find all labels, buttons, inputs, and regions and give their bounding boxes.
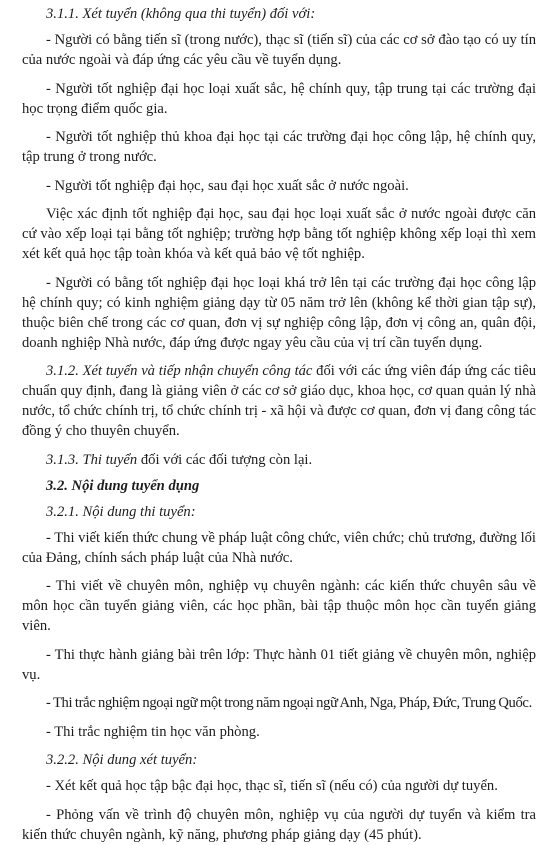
paragraph-phd-masters: - Người có bằng tiến sĩ (trong nước), thạc sĩ (tiến sĩ) của các cơ sở đào tạo có uy tín của nước ngoài và đáp ứng các yêu cầu về tuyển dụng. — [22, 32, 536, 68]
paragraph-foreign-graduate: - Người tốt nghiệp đại học, sau đại học xuất sắc ở nước ngoài. — [46, 177, 409, 194]
paragraph-office-it-test: - Thi trắc nghiệm tin học văn phòng. — [46, 723, 260, 740]
paragraph-academic-results: - Xét kết quả học tập bậc đại học, thạc sĩ, tiến sĩ (nếu có) của người dự tuyển. — [46, 778, 498, 794]
paragraph-general-law-exam: - Thi viết kiến thức chung về pháp luật công chức, viên chức; chủ trương, đường lối của Đảng, chính sách pháp luật của Nhà nước. — [22, 529, 536, 566]
paragraph-foreign-classification: Việc xác định tốt nghiệp đại học, sau đại học loại xuất sắc ở nước ngoài được căn cứ vào xếp loại tại bằng tốt nghiệp; trường hợp bằng tốt nghiệp không xếp loại thì xem xét kết quả học tập toàn khóa và kết quả bảo vệ tốt nghiệp. — [22, 206, 536, 262]
section-3-1-2-paragraph — [22, 361, 536, 441]
paragraph-specialized-exam: - Thi viết về chuyên môn, nghiệp vụ chuyên ngành: các kiến thức chuyên sâu về môn học cần tuyển giảng viên, các học phần, bài tập thuộc môn học cần tuyển giảng viên. — [22, 578, 536, 634]
section-3-1-3-title: 3.1.3. Thi tuyển — [46, 451, 138, 468]
section-3-2-2-heading-text: 3.2.2. Nội dung xét tuyển: — [46, 752, 198, 768]
section-3-2-heading-text: 3.2. Nội dung tuyển dụng — [46, 477, 200, 494]
section-3-1-2-title: 3.1.2. Xét tuyển và tiếp nhận chuyển công tác — [46, 363, 313, 379]
paragraph-valedictorian: - Người tốt nghiệp thủ khoa đại học tại các trường đại học công lập, hệ chính quy, tập trung ở trong nước. — [22, 129, 536, 165]
paragraph-foreign-language-test: - Thi trắc nghiệm ngoại ngữ một trong năm ngoại ngữ Anh, Nga, Pháp, Đức, Trung Quốc. — [46, 695, 532, 711]
paragraph-good-graduate-experience: - Người có bằng tốt nghiệp đại học loại khá trở lên tại các trường đại học công lập hệ chính quy; có kinh nghiệm giảng dạy từ 05 năm trở lên (không kể thời gian tập sự), thuộc biên chế trong các cơ quan, đơn vị sự nghiệp công lập, đơn vị công an, quân đội, doanh nghiệp Nhà nước, đáp ứng được ngay yêu cầu của vị trí cần tuyển dụng. — [22, 274, 536, 351]
section-3-1-3-paragraph — [22, 450, 536, 470]
paragraph-excellent-graduate: - Người tốt nghiệp đại học loại xuất sắc, hệ chính quy, tập trung tại các trường đại học trọng điểm quốc gia. — [22, 80, 536, 117]
section-3-1-1-title-text: 3.1.1. Xét tuyển (không qua thi tuyển) đối với: — [46, 6, 316, 22]
section-3-1-2-text: đối với các ứng viên đáp ứng các tiêu chuẩn quy định, đang là giảng viên ở các cơ sở giáo dục, khoa học, cơ quan quản lý nhà nước, tổ chức chính trị, tổ chức chính trị - xã hội và được cơ quan, đơn vị đang công tác đồng ý cho thuyên chuyển. — [22, 363, 536, 439]
section-3-2-heading — [22, 476, 536, 496]
section-3-2-2-heading — [22, 750, 536, 770]
section-3-2-1-heading — [22, 502, 536, 522]
paragraph-interview: - Phỏng vấn về trình độ chuyên môn, nghiệp vụ của người dự tuyển và kiểm tra kiến thức chuyên ngành, kỹ năng, phương pháp giảng dạy (45 phút). — [22, 806, 536, 843]
section-3-1-1-title — [22, 4, 536, 24]
paragraph-teaching-practice: - Thi thực hành giảng bài trên lớp: Thực hành 01 tiết giảng về chuyên môn, nghiệp vụ. — [22, 646, 536, 683]
section-3-2-1-heading-text: 3.2.1. Nội dung thi tuyển: — [46, 503, 196, 520]
section-3-1-3-text: đối với các đối tượng còn lại. — [137, 451, 313, 468]
